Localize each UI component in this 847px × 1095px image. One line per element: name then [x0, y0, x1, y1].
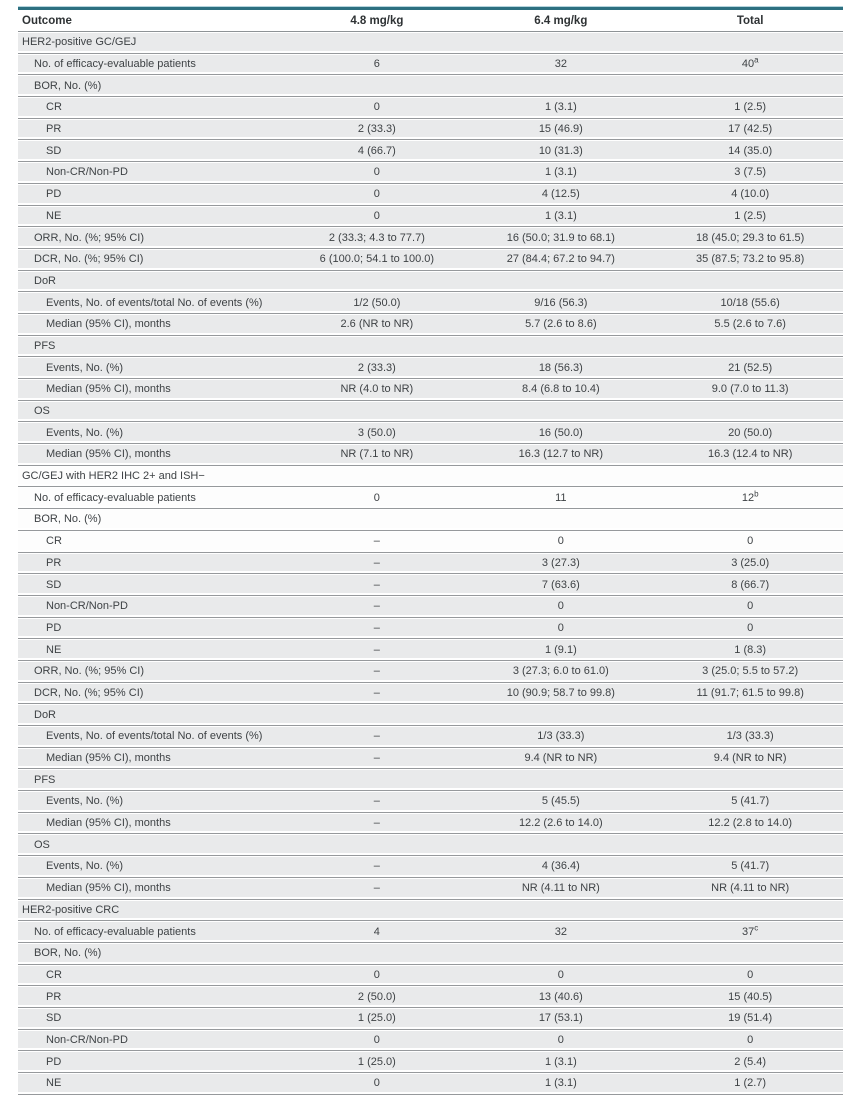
- value-cell: 0: [657, 964, 843, 986]
- value-cell: –: [289, 660, 464, 682]
- table-row: [18, 552, 843, 574]
- value-cell: 0: [289, 162, 464, 184]
- value-cell: –: [289, 791, 464, 813]
- outcome-label: SD: [18, 140, 289, 162]
- value-cell: [464, 75, 657, 97]
- outcome-label: Median (95% CI), months: [18, 313, 289, 335]
- value-cell: [289, 270, 464, 292]
- value-cell: 16 (50.0; 31.9 to 68.1): [464, 227, 657, 249]
- value-cell: [657, 509, 843, 531]
- table-row: [18, 942, 843, 964]
- value-cell: 5 (45.5): [464, 791, 657, 813]
- outcome-label: CR: [18, 964, 289, 986]
- value-cell: 0: [657, 595, 843, 617]
- outcome-label: NE: [18, 205, 289, 227]
- value-cell: –: [289, 574, 464, 596]
- value-cell: [464, 834, 657, 856]
- value-cell: 0: [464, 530, 657, 552]
- value-cell: –: [289, 595, 464, 617]
- value-cell: [289, 400, 464, 422]
- value-cell: [289, 509, 464, 531]
- value-cell: 4 (36.4): [464, 856, 657, 878]
- value-cell: [464, 769, 657, 791]
- value-cell: 6: [289, 53, 464, 75]
- value-cell: 1 (9.1): [464, 639, 657, 661]
- footnote-marker: b: [754, 489, 759, 499]
- value-cell: 7 (63.6): [464, 574, 657, 596]
- value-cell: [657, 942, 843, 964]
- value-cell: [289, 75, 464, 97]
- outcome-label: ORR, No. (%; 95% CI): [18, 227, 289, 249]
- table-row: [18, 1029, 843, 1051]
- value-cell: 10/18 (55.6): [657, 292, 843, 314]
- value-cell: 1 (2.5): [657, 97, 843, 119]
- value-cell: 1 (25.0): [289, 1051, 464, 1073]
- value-cell: 1 (2.5): [657, 205, 843, 227]
- value-cell: [289, 32, 464, 54]
- outcome-label: OS: [18, 400, 289, 422]
- value-cell: [464, 335, 657, 357]
- value-cell: 3 (27.3): [464, 552, 657, 574]
- outcome-label: NE: [18, 1073, 289, 1095]
- outcome-label: HER2-positive GC/GEJ: [18, 32, 289, 54]
- value-cell: 3 (25.0): [657, 552, 843, 574]
- value-cell: 1 (3.1): [464, 162, 657, 184]
- value-cell: 0: [464, 1029, 657, 1051]
- value-cell: 4 (12.5): [464, 183, 657, 205]
- value-cell: 20 (50.0): [657, 422, 843, 444]
- table-row: [18, 791, 843, 813]
- table-row: [18, 639, 843, 661]
- value-cell: 5 (41.7): [657, 856, 843, 878]
- table-row: [18, 509, 843, 531]
- value-cell: 0: [464, 964, 657, 986]
- value-cell: –: [289, 726, 464, 748]
- value-cell: 12.2 (2.8 to 14.0): [657, 812, 843, 834]
- table-row: [18, 1051, 843, 1073]
- value-cell: [464, 465, 657, 487]
- value-cell: 5.5 (2.6 to 7.6): [657, 313, 843, 335]
- table-row: [18, 812, 843, 834]
- table-row: [18, 183, 843, 205]
- outcome-label: Median (95% CI), months: [18, 812, 289, 834]
- value-cell: 3 (27.3; 6.0 to 61.0): [464, 660, 657, 682]
- outcome-label: PFS: [18, 769, 289, 791]
- outcome-label: PFS: [18, 335, 289, 357]
- value-cell: 18 (56.3): [464, 357, 657, 379]
- outcome-label: No. of efficacy-evaluable patients: [18, 53, 289, 75]
- outcome-label: PR: [18, 552, 289, 574]
- table-row: [18, 704, 843, 726]
- outcome-label: Non-CR/Non-PD: [18, 162, 289, 184]
- value-cell: 0: [289, 97, 464, 119]
- table-row: [18, 205, 843, 227]
- outcome-label: DCR, No. (%; 95% CI): [18, 682, 289, 704]
- value-cell: [657, 335, 843, 357]
- value-cell: [657, 704, 843, 726]
- value-cell: [464, 32, 657, 54]
- table-header: [18, 10, 843, 32]
- value-cell: 1 (3.1): [464, 205, 657, 227]
- value-cell: 18 (45.0; 29.3 to 61.5): [657, 227, 843, 249]
- value-cell: 1 (3.1): [464, 97, 657, 119]
- value-cell: 11: [464, 487, 657, 509]
- outcome-label: Events, No. (%): [18, 357, 289, 379]
- value-cell: 0: [657, 1029, 843, 1051]
- value-cell: –: [289, 747, 464, 769]
- table-row: [18, 921, 843, 943]
- table-row: [18, 726, 843, 748]
- outcome-label: PR: [18, 986, 289, 1008]
- footnote-marker: a: [754, 55, 759, 65]
- value-cell: 9.0 (7.0 to 11.3): [657, 379, 843, 401]
- table-row: [18, 856, 843, 878]
- outcome-label: DoR: [18, 270, 289, 292]
- outcomes-table: [18, 10, 843, 1095]
- value-cell: 1/2 (50.0): [289, 292, 464, 314]
- value-cell: 15 (46.9): [464, 118, 657, 140]
- outcome-label: HER2-positive CRC: [18, 899, 289, 921]
- column-header-dose-4-8: 4.8 mg/kg: [289, 10, 464, 32]
- value-cell: 2 (33.3; 4.3 to 77.7): [289, 227, 464, 249]
- section-row: [18, 32, 843, 54]
- table-row: [18, 162, 843, 184]
- value-cell: –: [289, 639, 464, 661]
- outcome-label: DoR: [18, 704, 289, 726]
- value-cell: 37$^c$: [657, 921, 843, 943]
- value-cell: [289, 704, 464, 726]
- table-row: [18, 595, 843, 617]
- value-cell: 40$^a$: [657, 53, 843, 75]
- outcome-label: Median (95% CI), months: [18, 747, 289, 769]
- value-cell: 16.3 (12.4 to NR): [657, 444, 843, 466]
- value-cell: 9.4 (NR to NR): [464, 747, 657, 769]
- column-header-dose-6-4: 6.4 mg/kg: [464, 10, 657, 32]
- table-row: [18, 617, 843, 639]
- value-cell: 16 (50.0): [464, 422, 657, 444]
- value-cell: 3 (50.0): [289, 422, 464, 444]
- value-cell: 4 (10.0): [657, 183, 843, 205]
- value-cell: NR (4.0 to NR): [289, 379, 464, 401]
- value-cell: [657, 465, 843, 487]
- value-cell: –: [289, 877, 464, 899]
- table-row: [18, 270, 843, 292]
- table-body: [18, 32, 843, 1095]
- outcome-label: Median (95% CI), months: [18, 877, 289, 899]
- value-cell: –: [289, 530, 464, 552]
- value-cell: 0: [289, 205, 464, 227]
- value-cell: [289, 899, 464, 921]
- value-cell: 32: [464, 921, 657, 943]
- table-row: [18, 444, 843, 466]
- value-cell: 10 (90.9; 58.7 to 99.8): [464, 682, 657, 704]
- value-cell: 27 (84.4; 67.2 to 94.7): [464, 248, 657, 270]
- table-row: [18, 574, 843, 596]
- value-cell: [657, 270, 843, 292]
- outcome-label: PR: [18, 118, 289, 140]
- table-row: [18, 227, 843, 249]
- outcome-label: Events, No. (%): [18, 856, 289, 878]
- header-row: [18, 10, 843, 32]
- value-cell: 5.7 (2.6 to 8.6): [464, 313, 657, 335]
- outcome-label: CR: [18, 530, 289, 552]
- value-cell: 12$^b$: [657, 487, 843, 509]
- value-cell: 8.4 (6.8 to 10.4): [464, 379, 657, 401]
- table-row: [18, 1007, 843, 1029]
- outcome-label: PD: [18, 183, 289, 205]
- table-row: [18, 140, 843, 162]
- table-row: [18, 660, 843, 682]
- value-cell: 1/3 (33.3): [657, 726, 843, 748]
- table-row: [18, 75, 843, 97]
- value-cell: 0: [464, 595, 657, 617]
- outcome-label: Non-CR/Non-PD: [18, 1029, 289, 1051]
- value-cell: [464, 270, 657, 292]
- outcome-label: ORR, No. (%; 95% CI): [18, 660, 289, 682]
- value-cell: 19 (51.4): [657, 1007, 843, 1029]
- outcome-label: CR: [18, 97, 289, 119]
- outcome-label: Median (95% CI), months: [18, 379, 289, 401]
- table-row: [18, 877, 843, 899]
- value-cell: 17 (42.5): [657, 118, 843, 140]
- value-cell: [657, 769, 843, 791]
- value-cell: [289, 834, 464, 856]
- table-row: [18, 1073, 843, 1095]
- section-row: [18, 465, 843, 487]
- value-cell: 9/16 (56.3): [464, 292, 657, 314]
- value-cell: 9.4 (NR to NR): [657, 747, 843, 769]
- outcome-label: Median (95% CI), months: [18, 444, 289, 466]
- table-row: [18, 335, 843, 357]
- value-cell: 2 (50.0): [289, 986, 464, 1008]
- value-cell: –: [289, 617, 464, 639]
- table-row: [18, 964, 843, 986]
- value-cell: 0: [464, 617, 657, 639]
- value-cell: 10 (31.3): [464, 140, 657, 162]
- value-cell: 1 (2.7): [657, 1073, 843, 1095]
- value-cell: 1/3 (33.3): [464, 726, 657, 748]
- value-cell: 2.6 (NR to NR): [289, 313, 464, 335]
- table-row: [18, 986, 843, 1008]
- value-cell: 1 (3.1): [464, 1073, 657, 1095]
- table-row: [18, 292, 843, 314]
- outcome-label: SD: [18, 1007, 289, 1029]
- value-cell: [657, 400, 843, 422]
- outcome-label: PD: [18, 617, 289, 639]
- value-cell: 14 (35.0): [657, 140, 843, 162]
- outcome-label: BOR, No. (%): [18, 942, 289, 964]
- value-cell: 8 (66.7): [657, 574, 843, 596]
- outcome-label: NE: [18, 639, 289, 661]
- outcome-label: GC/GEJ with HER2 IHC 2+ and ISH−: [18, 465, 289, 487]
- value-cell: [289, 942, 464, 964]
- value-cell: 0: [289, 1029, 464, 1051]
- value-cell: 1 (25.0): [289, 1007, 464, 1029]
- table-row: [18, 530, 843, 552]
- value-cell: NR (4.11 to NR): [464, 877, 657, 899]
- table-row: [18, 747, 843, 769]
- table-row: [18, 118, 843, 140]
- value-cell: 2 (33.3): [289, 357, 464, 379]
- column-header-outcome: Outcome: [18, 10, 289, 32]
- value-cell: 0: [289, 1073, 464, 1095]
- outcome-label: Events, No. (%): [18, 422, 289, 444]
- table-row: [18, 400, 843, 422]
- outcome-label: No. of efficacy-evaluable patients: [18, 487, 289, 509]
- value-cell: 0: [289, 487, 464, 509]
- value-cell: [464, 899, 657, 921]
- outcomes-table-wrap: [18, 6, 843, 1095]
- outcome-label: Non-CR/Non-PD: [18, 595, 289, 617]
- value-cell: [464, 942, 657, 964]
- value-cell: 1 (3.1): [464, 1051, 657, 1073]
- column-header-total: Total: [657, 10, 843, 32]
- outcome-label: SD: [18, 574, 289, 596]
- value-cell: 0: [289, 964, 464, 986]
- value-cell: [657, 75, 843, 97]
- value-cell: 2 (5.4): [657, 1051, 843, 1073]
- value-cell: [289, 769, 464, 791]
- table-row: [18, 769, 843, 791]
- section-row: [18, 899, 843, 921]
- footnote-marker: c: [754, 922, 759, 932]
- outcome-label: OS: [18, 834, 289, 856]
- outcome-label: Events, No. (%): [18, 791, 289, 813]
- value-cell: 11 (91.7; 61.5 to 99.8): [657, 682, 843, 704]
- value-cell: 12.2 (2.6 to 14.0): [464, 812, 657, 834]
- table-row: [18, 422, 843, 444]
- value-cell: 1 (8.3): [657, 639, 843, 661]
- value-cell: [657, 32, 843, 54]
- value-cell: 6 (100.0; 54.1 to 100.0): [289, 248, 464, 270]
- outcome-label: BOR, No. (%): [18, 509, 289, 531]
- value-cell: 3 (25.0; 5.5 to 57.2): [657, 660, 843, 682]
- value-cell: –: [289, 856, 464, 878]
- value-cell: [464, 704, 657, 726]
- table-row: [18, 53, 843, 75]
- table-row: [18, 682, 843, 704]
- table-row: [18, 97, 843, 119]
- table-row: [18, 248, 843, 270]
- value-cell: 3 (7.5): [657, 162, 843, 184]
- value-cell: –: [289, 552, 464, 574]
- table-row: [18, 487, 843, 509]
- value-cell: –: [289, 812, 464, 834]
- outcome-label: No. of efficacy-evaluable patients: [18, 921, 289, 943]
- table-row: [18, 834, 843, 856]
- value-cell: 4: [289, 921, 464, 943]
- value-cell: 5 (41.7): [657, 791, 843, 813]
- value-cell: [464, 509, 657, 531]
- outcome-label: Events, No. of events/total No. of events (%): [18, 726, 289, 748]
- outcome-label: DCR, No. (%; 95% CI): [18, 248, 289, 270]
- value-cell: 0: [657, 617, 843, 639]
- value-cell: 0: [289, 183, 464, 205]
- value-cell: [657, 899, 843, 921]
- value-cell: 13 (40.6): [464, 986, 657, 1008]
- outcome-label: PD: [18, 1051, 289, 1073]
- value-cell: NR (7.1 to NR): [289, 444, 464, 466]
- value-cell: 0: [657, 530, 843, 552]
- outcome-label: Events, No. of events/total No. of events (%): [18, 292, 289, 314]
- value-cell: –: [289, 682, 464, 704]
- value-cell: 17 (53.1): [464, 1007, 657, 1029]
- value-cell: 16.3 (12.7 to NR): [464, 444, 657, 466]
- value-cell: 35 (87.5; 73.2 to 95.8): [657, 248, 843, 270]
- outcome-label: BOR, No. (%): [18, 75, 289, 97]
- value-cell: [657, 834, 843, 856]
- value-cell: 4 (66.7): [289, 140, 464, 162]
- value-cell: [464, 400, 657, 422]
- value-cell: 15 (40.5): [657, 986, 843, 1008]
- table-row: [18, 313, 843, 335]
- table-row: [18, 357, 843, 379]
- value-cell: 2 (33.3): [289, 118, 464, 140]
- table-row: [18, 379, 843, 401]
- value-cell: 21 (52.5): [657, 357, 843, 379]
- value-cell: [289, 465, 464, 487]
- value-cell: [289, 335, 464, 357]
- value-cell: NR (4.11 to NR): [657, 877, 843, 899]
- value-cell: 32: [464, 53, 657, 75]
